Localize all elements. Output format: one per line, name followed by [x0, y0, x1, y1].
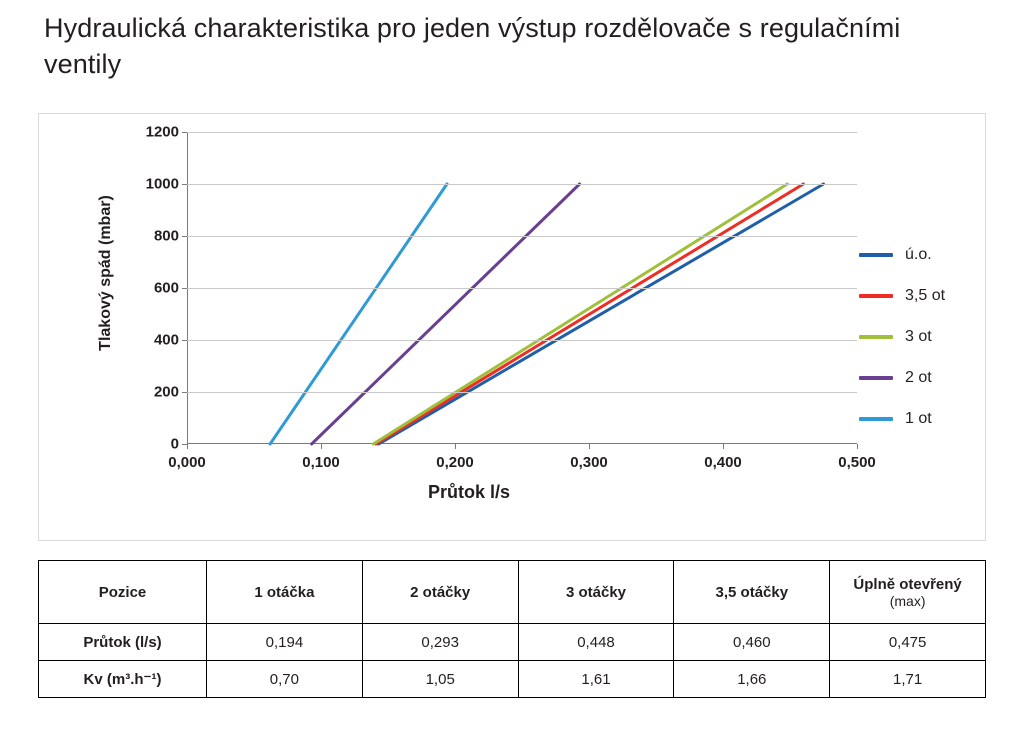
table-cell: 1,71 [830, 661, 986, 698]
legend-swatch-icon [859, 417, 893, 421]
y-tick-mark [182, 236, 187, 237]
legend-swatch-icon [859, 253, 893, 257]
table-cell: 0,460 [674, 624, 830, 661]
x-tick-mark [187, 444, 188, 449]
legend-item[interactable] [859, 275, 989, 316]
y-tick-label: 0 [170, 435, 179, 453]
table-cell: 0,70 [207, 661, 363, 698]
y-axis-title: Tlakový spád (mbar) [97, 195, 114, 351]
x-tick-label: 0,200 [436, 454, 474, 471]
legend-label: 1 ot [905, 409, 932, 427]
gridline [187, 340, 857, 341]
table-cell: 0,448 [518, 624, 674, 661]
x-tick-label: 0,100 [302, 454, 340, 471]
values-table [38, 560, 986, 698]
legend-swatch-icon [859, 376, 893, 380]
x-tick-mark [723, 444, 724, 449]
gridline [187, 236, 857, 237]
table-cell: 0,293 [362, 624, 518, 661]
y-tick-mark [182, 340, 187, 341]
gridline [187, 132, 857, 133]
table-cell: 1,66 [674, 661, 830, 698]
table-cell: 0,194 [207, 624, 363, 661]
table-header-cell: 1 otáčka [207, 561, 363, 624]
y-tick-label: 600 [153, 279, 179, 297]
legend-item[interactable] [859, 357, 989, 398]
y-tick-mark [182, 184, 187, 185]
y-tick-label: 1200 [145, 123, 179, 141]
x-tick-mark [455, 444, 456, 449]
y-tick-mark [182, 392, 187, 393]
y-tick-mark [182, 132, 187, 133]
table-header-cell: Pozice [39, 561, 207, 624]
x-tick-label: 0,000 [168, 454, 206, 471]
table-cell: 1,61 [518, 661, 674, 698]
legend-swatch-icon [859, 335, 893, 339]
legend-swatch-icon [859, 294, 893, 298]
y-tick-mark [182, 288, 187, 289]
legend-label: 3,5 ot [905, 286, 946, 304]
chart-panel [38, 113, 986, 541]
table-row-label: Průtok (l/s) [39, 624, 207, 661]
table-row-label: Kv (m³.h⁻¹) [39, 661, 207, 698]
series-line [376, 184, 803, 444]
table-header-cell: 3,5 otáčky [674, 561, 830, 624]
table-header-subtext: (max) [889, 592, 926, 609]
page-title: Hydraulická charakteristika pro jeden výstup rozdělovače s regulačními ventily [44, 13, 901, 80]
gridline [187, 288, 857, 289]
chart-legend [859, 234, 989, 439]
y-tick-label: 200 [153, 383, 179, 401]
x-tick-label: 0,400 [704, 454, 742, 471]
x-tick-mark [321, 444, 322, 449]
legend-item[interactable] [859, 398, 989, 439]
table-header-cell: 2 otáčky [362, 561, 518, 624]
table-row [39, 661, 986, 698]
x-tick-label: 0,500 [838, 454, 876, 471]
x-tick-mark [589, 444, 590, 449]
table-row [39, 624, 986, 661]
legend-label: 2 ot [905, 368, 932, 386]
legend-label: 3 ot [905, 327, 932, 345]
table-header-cell: Úplně otevřený (max) [830, 561, 986, 624]
legend-label: ú.o. [905, 245, 932, 263]
y-tick-label: 1000 [145, 175, 179, 193]
table-header-row [39, 561, 986, 624]
x-axis-title: Průtok l/s [427, 482, 511, 502]
legend-item[interactable] [859, 234, 989, 275]
x-tick-mark [857, 444, 858, 449]
legend-item[interactable] [859, 316, 989, 357]
plot-wrapper [39, 114, 876, 542]
y-tick-label: 400 [153, 331, 179, 349]
table-cell: 1,05 [362, 661, 518, 698]
gridline [187, 392, 857, 393]
table-cell: 0,475 [830, 624, 986, 661]
table-header-cell: 3 otáčky [518, 561, 674, 624]
x-tick-label: 0,300 [570, 454, 608, 471]
series-line [373, 184, 787, 444]
y-tick-label: 800 [153, 227, 179, 245]
gridline [187, 184, 857, 185]
series-line [270, 184, 447, 444]
plot-area [145, 123, 876, 471]
